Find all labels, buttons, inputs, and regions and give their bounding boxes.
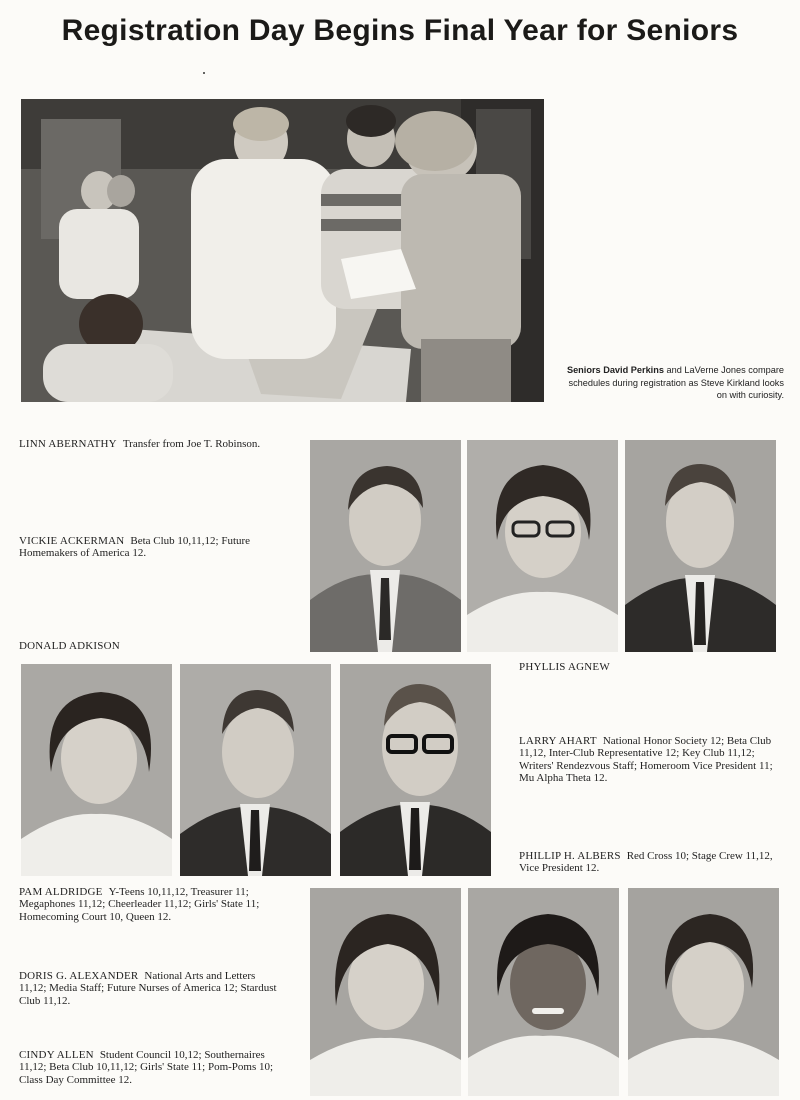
senior-name: LARRY AHART bbox=[519, 735, 597, 747]
photo-caption bbox=[556, 364, 784, 402]
senior-details: Beta Club 10,11,12; Future Homemakers of America 12. bbox=[19, 535, 251, 560]
senior-portrait bbox=[467, 440, 618, 652]
senior-portrait bbox=[180, 664, 331, 876]
senior-details: Transfer from Joe T. Robinson. bbox=[122, 438, 261, 450]
senior-name: DONALD ADKISON bbox=[19, 640, 120, 652]
senior-portrait bbox=[310, 888, 461, 1096]
senior-entry bbox=[519, 661, 782, 673]
senior-details: Red Cross 10; Stage Crew 11,12, Vice President 12. bbox=[519, 850, 773, 875]
senior-name: PAM ALDRIDGE bbox=[19, 886, 103, 898]
senior-name: VICKIE ACKERMAN bbox=[19, 535, 125, 547]
senior-entry bbox=[519, 735, 782, 785]
senior-name: PHYLLIS AGNEW bbox=[519, 661, 610, 673]
page-title: Registration Day Begins Final Year for Seniors bbox=[61, 14, 739, 47]
senior-name: DORIS G. ALEXANDER bbox=[19, 970, 139, 982]
senior-entry bbox=[19, 438, 282, 450]
senior-portrait bbox=[21, 664, 172, 876]
senior-portrait bbox=[310, 440, 461, 652]
print-speck bbox=[203, 72, 205, 74]
senior-name: CINDY ALLEN bbox=[19, 1049, 94, 1061]
senior-portrait bbox=[625, 440, 776, 652]
senior-entry bbox=[19, 640, 282, 652]
senior-details: Student Council 10,12; Southernaires 11,12; Beta Club 10,11,12; Girls' State 11; Pom-Poms 10; Class Day Committee 12. bbox=[19, 1049, 274, 1086]
senior-portrait bbox=[340, 664, 491, 876]
senior-details: Y-Teens 10,11,12, Treasurer 11; Megaphones 11,12; Cheerleader 11,12; Girls' State 11; Homecoming Court 10, Queen 12. bbox=[19, 886, 260, 923]
senior-entry bbox=[19, 886, 282, 923]
senior-name: LINN ABERNATHY bbox=[19, 438, 117, 450]
senior-portrait bbox=[468, 888, 619, 1096]
caption-names: Seniors David Perkins bbox=[566, 365, 664, 375]
senior-name: PHILLIP H. ALBERS bbox=[519, 850, 621, 862]
caption-text: and LaVerne Jones compare schedules during registration as Steve Kirkland looks on with curiosity. bbox=[568, 365, 784, 400]
senior-entry bbox=[19, 1049, 282, 1086]
senior-entry bbox=[19, 970, 282, 1007]
senior-entry bbox=[519, 850, 782, 875]
senior-details: National Honor Society 12; Beta Club 11,12, Inter-Club Representative 12; Key Club 11,12; Writers' Rendezvous Staff; Homeroom Vice President 11; Mu Alpha Theta 12. bbox=[519, 735, 773, 785]
senior-entry bbox=[19, 535, 282, 560]
senior-details: National Arts and Letters 11,12; Media Staff; Future Nurses of America 12; Stardust Club 11,12. bbox=[19, 970, 277, 1007]
senior-portrait bbox=[628, 888, 779, 1096]
registration-photo bbox=[21, 99, 544, 402]
